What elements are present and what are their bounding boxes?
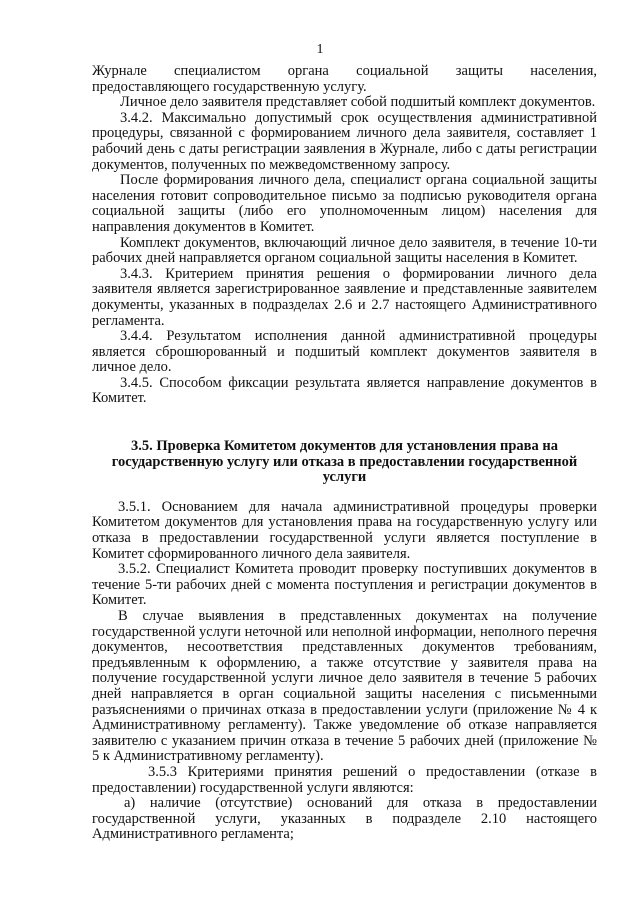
paragraph: После формирования личного дела, специалист органа социальной защиты населения готовит сопроводительное письмо за подписью руководителя органа социальной защиты (либо его уполномоченным лицом) населения для направления документов в Комитет. bbox=[92, 172, 597, 235]
paragraph: Личное дело заявителя представляет собой подшитый комплект документов. bbox=[120, 94, 596, 111]
paragraph: 3.4.4. Результатом исполнения данной административной процедуры является сброшюрованный и подшитый комплект документов заявителя в личное дело. bbox=[92, 328, 597, 376]
paragraph: 3.4.3. Критерием принятия решения о формировании личного дела заявителя является зарегистрированное заявление и представленные заявителем документы, указанных в подразделах 2.6 и 2.7 настоящего Административного регламента. bbox=[92, 265, 597, 329]
paragraph: 3.4.5. Способом фиксации результата является направление документов в Комитет. bbox=[92, 374, 597, 407]
paragraph: 3.5.2. Специалист Комитета проводит проверку поступивших документов в течение 5-ти рабочих дней с момента поступления и регистрации документов в Комитет. bbox=[92, 561, 597, 609]
paragraph: Комплект документов, включающий личное дело заявителя, в течение 10-ти рабочих дней направляется органом социальной защиты населения в Комитет. bbox=[92, 234, 597, 267]
paragraph: Журнале специалистом органа социальной защиты населения, предоставляющего государственную услугу. bbox=[92, 63, 597, 95]
document-body bbox=[92, 64, 597, 843]
page-number: 1 bbox=[316, 42, 324, 57]
paragraph: В случае выявления в представленных документах на получение государственной услуги неточной или неполной информации, неполного перечня документов, несоответствия представленных документов требованиям, предъявленным к оформлению, а также отсутствие у заявителя права на получение государственной услуги личное дело заявителя в течение 5 рабочих дней направляется в орган социальной защиты населения с письменными разъяснениями о причинах отказа в предоставлении услуги (приложение № 4 к Административному регламенту). Также уведомление об отказе направляется заявителю с указанием причин отказа в течение 5 рабочих дней (приложение № 5 к Административному регламенту). bbox=[92, 608, 597, 765]
paragraph: 3.5.3 Критериями принятия решений о предоставлении (отказе в предоставлении) государственной услуги являются: bbox=[92, 763, 597, 796]
paragraph: 3.5.1. Основанием для начала административной процедуры проверки Комитетом документов для установления права на государственную услугу или отказа в предоставлении государственной услуги является поступление в Комитет сформированного личного дела заявителя. bbox=[92, 498, 597, 562]
paragraph: а) наличие (отсутствие) оснований для отказа в предоставлении государственной услуги, указанных в подразделе 2.10 настоящего Административного регламента; bbox=[92, 795, 597, 843]
paragraph: 3.4.2. Максимально допустимый срок осуществления административной процедуры, связанной с формированием личного дела заявителя, составляет 1 рабочий день с даты регистрации заявления в Журнале, либо с даты регистрации документов, полученных по межведомственному запросу. bbox=[92, 109, 597, 173]
section-heading: 3.5. Проверка Комитетом документов для установления права на государственную услугу или отказа в предоставлении государственной услуги bbox=[111, 438, 578, 486]
